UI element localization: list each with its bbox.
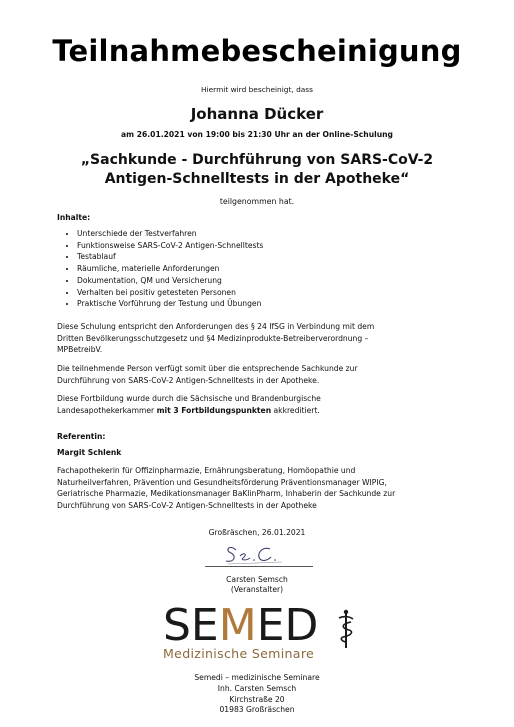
paragraph-requirements	[57, 321, 477, 356]
participated-text: teilgenommen hat.	[219, 197, 295, 206]
signer-role: (Veranstalter)	[230, 585, 284, 594]
date-line: am 26.01.2021 von 19:00 bis 21:30 Uhr an der Online-Schulung	[121, 130, 393, 139]
paragraph-line	[57, 405, 477, 417]
logo-wordmark-part: SE	[163, 600, 219, 651]
list-item: • Unterschiede der Testverfahren	[77, 228, 263, 240]
signature	[222, 540, 292, 566]
paragraph-competence	[57, 363, 477, 386]
course-title-line-2: Antigen-Schnelltests in der Apotheke“	[104, 171, 410, 187]
signer-block	[0, 575, 514, 595]
contents-label: Inhalte:	[57, 213, 91, 222]
referent-name: Margit Schlenk	[57, 448, 122, 457]
accreditation-points: mit 3 Fortbildungspunkten	[156, 405, 272, 415]
caduceus-icon	[337, 609, 355, 649]
paragraph-line: Dritten Bevölkerungsschutzgesetz und §4 Medizinprodukte-Betreiberverordnung –	[57, 333, 369, 343]
certificate-title: Teilnahmebescheinigung	[52, 34, 462, 68]
logo-wordmark-part: M	[218, 600, 257, 651]
referent-description	[57, 465, 477, 511]
referent-line: Durchführung von SARS-CoV-2 Antigen-Schnelltests in der Apotheke	[57, 500, 317, 510]
contents-list	[57, 228, 263, 310]
logo-wordmark	[163, 602, 318, 650]
logo-tagline: Medizinische Seminare	[163, 646, 315, 661]
referent-line: Naturheilverfahren, Prävention und Gesundheitsförderung Präventionsmanager WIPIG,	[57, 477, 387, 487]
footer-line: Kirchstraße 20	[229, 694, 285, 704]
signature-line	[205, 566, 313, 567]
paragraph-line: Diese Schulung entspricht den Anforderungen des § 24 IfSG in Verbindung mit dem	[57, 322, 375, 331]
list-item: • Testablauf	[77, 251, 263, 263]
footer-line: Semedi – medizinische Seminare	[194, 673, 320, 682]
referent-line: Geriatrische Pharmazie, Medikationsmanager BaKlinPharm, Inhaberin der Sachkunde zur	[57, 489, 396, 499]
paragraph-line: Durchführung von SARS-CoV-2 Antigen-Schnelltests in der Apotheke.	[57, 375, 320, 385]
list-item: • Räumliche, materielle Anforderungen	[77, 263, 263, 275]
paragraph-line: Die teilnehmende Person verfügt somit über die entsprechende Sachkunde zur	[57, 364, 358, 373]
accreditation-prefix: Landesapothekerkammer	[57, 405, 157, 415]
participant-name: Johanna Dücker	[190, 105, 324, 123]
logo-wordmark-part: ED	[256, 600, 319, 651]
footer-line: 01983 Großräschen	[219, 705, 295, 715]
place-date: Großräschen, 26.01.2021	[208, 528, 306, 537]
semedi-logo	[163, 602, 363, 672]
footer-address	[0, 673, 514, 716]
list-item: • Praktische Vorführung der Testung und Übungen	[77, 298, 263, 310]
paragraph-accreditation	[57, 393, 477, 416]
list-item: • Funktionsweise SARS-CoV-2 Antigen-Schnelltests	[77, 240, 263, 252]
accreditation-suffix: akkreditiert.	[271, 405, 320, 415]
course-title-line-1: „Sachkunde - Durchführung von SARS-CoV-2	[80, 152, 434, 168]
referent-label: Referentin:	[57, 432, 106, 441]
intro-text: Hiermit wird bescheinigt, dass	[201, 85, 313, 94]
list-item: • Dokumentation, QM und Versicherung	[77, 275, 263, 287]
referent-line: Fachapothekerin für Offizinpharmazie, Ernährungsberatung, Homöopathie und	[57, 466, 356, 475]
paragraph-line: Diese Fortbildung wurde durch die Sächsische und Brandenburgische	[57, 394, 321, 403]
signer-name: Carsten Semsch	[226, 575, 288, 584]
footer-line: Inh. Carsten Semsch	[217, 683, 297, 693]
course-title	[0, 151, 514, 189]
list-item: • Verhalten bei positiv getesteten Personen	[77, 287, 263, 299]
paragraph-line: MPBetreibV.	[57, 345, 103, 355]
